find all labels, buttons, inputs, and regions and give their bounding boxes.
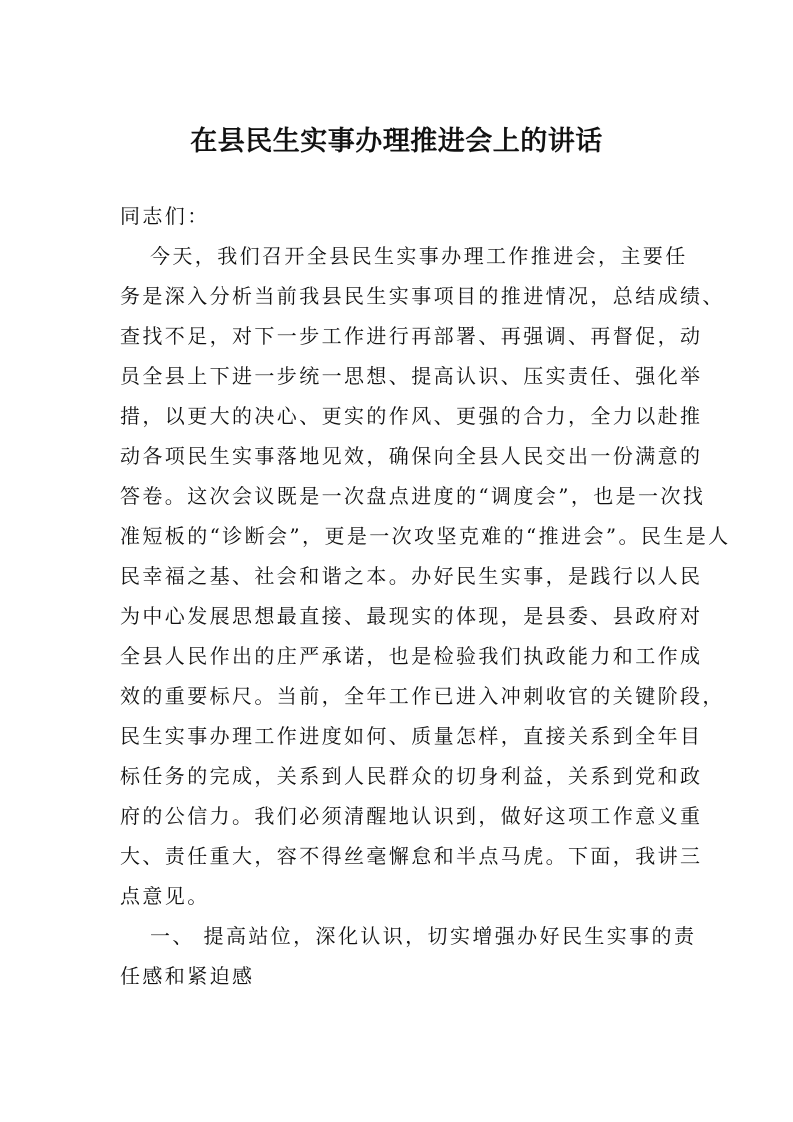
section-heading-line: 任感和紧迫感 xyxy=(120,964,255,988)
paragraph-line: 今天，我们召开全县民生实事办理工作推进会，主要任 xyxy=(150,244,688,268)
paragraph-line: 大、责任重大，容不得丝毫懈怠和半点马虎。下面，我讲三 xyxy=(120,844,703,868)
paragraph-line: 府的公信力。我们必须清醒地认识到，做好这项工作意义重 xyxy=(120,804,703,828)
paragraph-line: 答卷。这次会议既是一次盘点进度的“调度会”，也是一次找 xyxy=(120,484,706,508)
salutation-line: 同志们： xyxy=(120,204,210,228)
paragraph-line: 全县人民作出的庄严承诺，也是检验我们执政能力和工作成 xyxy=(120,644,703,668)
paragraph-line: 效的重要标尺。当前，全年工作已进入冲刺收官的关键阶段， xyxy=(120,684,725,708)
paragraph-line: 标任务的完成，关系到人民群众的切身利益，关系到党和政 xyxy=(120,764,703,788)
paragraph-line: 民生实事办理工作进度如何、质量怎样，直接关系到全年目 xyxy=(120,724,703,748)
paragraph-line: 员全县上下进一步统一思想、提高认识、压实责任、强化举 xyxy=(120,364,703,388)
paragraph-line: 民幸福之基、社会和谐之本。办好民生实事，是践行以人民 xyxy=(120,564,703,588)
paragraph-line: 查找不足，对下一步工作进行再部署、再强调、再督促，动 xyxy=(120,324,703,348)
paragraph-line: 点意见。 xyxy=(120,884,210,908)
paragraph-line: 措，以更大的决心、更实的作风、更强的合力，全力以赴推 xyxy=(120,404,703,428)
paragraph-line: 准短板的“诊断会”，更是一次攻坚克难的“推进会”。民生是人 xyxy=(120,524,731,548)
document-title: 在县民生实事办理推进会上的讲话 xyxy=(190,126,603,157)
document-body xyxy=(120,196,731,996)
paragraph-line: 务是深入分析当前我县民生实事项目的推进情况，总结成绩、 xyxy=(120,284,725,308)
paragraph-line: 为中心发展思想最直接、最现实的体现，是县委、县政府对 xyxy=(120,604,703,628)
paragraph-line: 动各项民生实事落地见效，确保向全县人民交出一份满意的 xyxy=(120,444,703,468)
section-heading-line: 一、 提高站位，深化认识，切实增强办好民生实事的责 xyxy=(150,924,697,948)
